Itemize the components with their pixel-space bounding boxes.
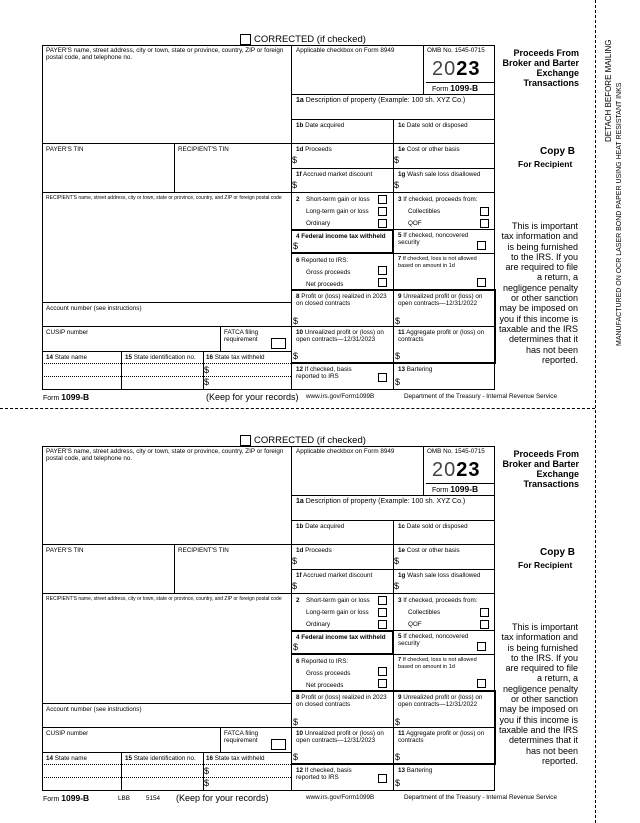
box13-num: 13	[398, 366, 406, 373]
box1g-num: 1g	[398, 572, 406, 579]
box7-text: If checked, loss is not allowed based on amount in 1d	[398, 256, 477, 269]
box1e-num: 1e	[398, 146, 406, 153]
box1d-num: 1d	[296, 547, 304, 554]
box2-ordinary-checkbox[interactable]	[378, 219, 387, 228]
footer-form-word: Form	[43, 796, 60, 803]
box15-label	[125, 755, 196, 762]
box16-label	[206, 354, 264, 361]
cusip-label: CUSIP number	[46, 329, 89, 336]
box10-num: 10	[296, 730, 304, 737]
box4-num: 4	[296, 233, 300, 240]
fatca-label: FATCA filing requirement	[224, 730, 259, 744]
box1b-text: Date acquired	[305, 122, 345, 129]
box1g-num: 1g	[398, 171, 406, 178]
box10-num: 10	[296, 329, 304, 336]
box11-text: Aggregate profit or (loss) on contracts	[398, 730, 485, 744]
footer-url: www.irs.gov/Form1099B	[306, 393, 375, 400]
detach-note: DETACH BEFORE MAILING	[604, 39, 613, 142]
box16-dollar-1: $	[204, 365, 210, 375]
box10-label	[296, 329, 390, 343]
box16-num: 16	[206, 755, 214, 762]
box1d-num: 1d	[296, 146, 304, 153]
box15-label	[125, 354, 196, 361]
applicable-label: Applicable checkbox on Form 8949	[296, 47, 395, 54]
notice-text: This is important tax information and is being furnished to the IRS. If you are required to file a return, a negligence penalty or other sanction may be imposed on you if this income is taxable and the IRS determines that it has not been reported.	[498, 622, 578, 766]
form-number: 1099-B	[450, 484, 479, 494]
box5-label	[398, 633, 470, 647]
box16-label	[206, 755, 264, 762]
box1g-text: Wash sale loss disallowed	[407, 171, 481, 178]
box1a-num: 1a	[296, 498, 304, 505]
box1e-dollar: $	[394, 556, 400, 566]
vertical-perforation	[595, 0, 596, 823]
form-word: Form	[432, 86, 449, 93]
box1a-label	[296, 498, 465, 506]
copy-label: Copy B	[540, 547, 575, 558]
box3-qof-label: QOF	[408, 220, 422, 227]
box11-label	[398, 329, 493, 343]
box1e-label	[398, 146, 460, 153]
box6-gross-label: Gross proceeds	[306, 670, 351, 677]
box1a-text: Description of property (Example: 100 sh. XYZ Co.)	[305, 498, 466, 505]
box5-text: If checked, noncovered security	[398, 633, 469, 647]
box16-dollar-2: $	[204, 377, 210, 387]
box8-label	[296, 293, 390, 307]
account-label: Account number (see instructions)	[46, 305, 142, 312]
corrected-label: CORRECTED (if checked)	[254, 435, 366, 446]
corrected-checkbox[interactable]	[240, 34, 251, 45]
box11-dollar: $	[395, 752, 401, 762]
box1b-label	[296, 523, 344, 530]
box1b-num: 1b	[296, 523, 304, 530]
box16-num: 16	[206, 354, 214, 361]
box1e-dollar: $	[394, 155, 400, 165]
box1c-label	[398, 523, 468, 530]
manufactured-note: MANUFACTURED ON OCR LASER BOND PAPER USING HEAT RESISTANT INKS	[616, 82, 623, 346]
year-suffix: 23	[456, 459, 481, 481]
box15-text: State identification no.	[133, 354, 196, 361]
footer-lbb-code: 5154	[146, 795, 161, 802]
box11-num: 11	[398, 730, 405, 737]
box13-text: Bartering	[406, 366, 433, 373]
box7-checkbox[interactable]	[477, 278, 486, 287]
box10-text: Unrealized profit or (loss) on open contracts—12/31/2023	[296, 730, 384, 744]
box2-long-label: Long-term gain or loss	[306, 208, 369, 215]
box1b-text: Date acquired	[305, 523, 345, 530]
fatca-label: FATCA filing requirement	[224, 329, 259, 343]
box1d-label	[296, 547, 332, 554]
box2-long-label: Long-term gain or loss	[306, 609, 369, 616]
footer-form-id: 1099-B	[61, 793, 90, 803]
box2-long-checkbox[interactable]	[378, 207, 387, 216]
footer-keep: (Keep for your records)	[206, 392, 299, 402]
box1d-dollar: $	[292, 556, 298, 566]
box6-net-checkbox[interactable]	[378, 679, 387, 688]
box4-text: Federal income tax withheld	[301, 634, 386, 641]
box12-text: If checked, basis reported to IRS	[296, 366, 352, 380]
box1d-text: Proceeds	[305, 547, 332, 554]
box9-num: 9	[398, 293, 402, 300]
box7-text: If checked, loss is not allowed based on amount in 1d	[398, 657, 477, 670]
for-recipient-label: For Recipient	[518, 159, 573, 169]
box14-label	[46, 755, 87, 762]
box1e-label	[398, 547, 460, 554]
box1f-text: Accrued market discount	[303, 171, 373, 178]
footer-lbb: LBB	[118, 795, 130, 802]
box2-ordinary-checkbox[interactable]	[378, 620, 387, 629]
box3-collectibles-checkbox[interactable]	[480, 207, 489, 216]
box1f-dollar: $	[292, 180, 298, 190]
box6-text: Reported to IRS:	[301, 257, 349, 264]
box3-collectibles-checkbox[interactable]	[480, 608, 489, 617]
for-recipient-label: For Recipient	[518, 560, 573, 570]
footer-url: www.irs.gov/Form1099B	[306, 794, 375, 801]
box10-dollar: $	[293, 752, 299, 762]
box14-num: 14	[46, 354, 54, 361]
box1c-label	[398, 122, 468, 129]
box7-num: 7	[398, 657, 402, 663]
omb-number: OMB No. 1545-0715	[427, 47, 485, 54]
box2-ordinary-label: Ordinary	[306, 220, 331, 227]
box6-gross-label: Gross proceeds	[306, 269, 351, 276]
box7-label	[398, 657, 493, 670]
box10-label	[296, 730, 390, 744]
box7-num: 7	[398, 256, 402, 262]
box16-dollar-2: $	[204, 778, 210, 788]
box1g-dollar: $	[394, 581, 400, 591]
box7-label	[398, 256, 493, 269]
box1d-label	[296, 146, 332, 153]
box1b-label	[296, 122, 344, 129]
box1c-num: 1c	[398, 122, 406, 129]
box1e-text: Cost or other basis	[406, 146, 460, 153]
payer-tin-label: PAYER'S TIN	[46, 146, 84, 153]
footer-dept: Department of the Treasury - Internal Revenue Service	[404, 393, 557, 400]
box8-num: 8	[296, 293, 300, 300]
payer-tin-label: PAYER'S TIN	[46, 547, 84, 554]
box16-text: State tax withheld	[214, 354, 265, 361]
footer-keep: (Keep for your records)	[176, 793, 269, 803]
box1f-num: 1f	[296, 572, 302, 579]
tax-year	[432, 459, 481, 481]
box12-label	[296, 366, 376, 380]
box1a-num: 1a	[296, 97, 304, 104]
box4-dollar: $	[293, 241, 299, 251]
box15-text: State identification no.	[133, 755, 196, 762]
box2-short-label: Short-term gain or loss	[306, 196, 370, 203]
box1a-field[interactable]	[292, 507, 494, 519]
box3-num: 3	[398, 597, 402, 604]
box1g-label	[398, 572, 480, 579]
box1g-text: Wash sale loss disallowed	[407, 572, 481, 579]
payer-name-label: PAYER'S name, street address, city or town, state or province, country, ZIP or foreign postal code, and telephone no.	[46, 448, 284, 462]
notice-text: This is important tax information and is being furnished to the IRS. If you are required to file a return, a negligence penalty or other sanction may be imposed on you if this income is taxable and the IRS determines that it has not been reported.	[498, 221, 578, 365]
box16-dollar-1: $	[204, 766, 210, 776]
fatca-checkbox[interactable]	[271, 338, 286, 349]
box13-num: 13	[398, 767, 406, 774]
box5-checkbox[interactable]	[477, 642, 486, 651]
form-id	[432, 84, 478, 94]
box1g-label	[398, 171, 480, 178]
box3-label	[398, 597, 477, 604]
box14-text: State name	[54, 755, 87, 762]
box5-label	[398, 232, 470, 246]
footer-dept: Department of the Treasury - Internal Revenue Service	[404, 794, 557, 801]
box2-num: 2	[296, 196, 300, 203]
box6-net-checkbox[interactable]	[378, 278, 387, 287]
box5-text: If checked, noncovered security	[398, 232, 469, 246]
box5-num: 5	[398, 633, 402, 640]
box1f-num: 1f	[296, 171, 302, 178]
box3-label	[398, 196, 477, 203]
form-word: Form	[432, 487, 449, 494]
box12-num: 12	[296, 366, 304, 373]
box11-dollar: $	[395, 351, 401, 361]
box9-num: 9	[398, 694, 402, 701]
box1f-dollar: $	[292, 581, 298, 591]
box1f-label	[296, 171, 372, 178]
year-prefix: 20	[432, 459, 457, 481]
box1f-label	[296, 572, 372, 579]
box4-dollar: $	[293, 642, 299, 652]
box10-text: Unrealized profit or (loss) on open contracts—12/31/2023	[296, 329, 384, 343]
box12-checkbox[interactable]	[378, 774, 387, 783]
box6-num: 6	[296, 658, 300, 665]
box9-text: Unrealized profit or (loss) on open contracts—12/31/2022	[398, 293, 483, 307]
box13-text: Bartering	[406, 767, 433, 774]
box2-short-checkbox[interactable]	[378, 596, 387, 605]
box15-num: 15	[125, 755, 133, 762]
box11-num: 11	[398, 329, 405, 336]
box1f-text: Accrued market discount	[303, 572, 373, 579]
form-copy-bottom	[0, 401, 595, 823]
form-title: Proceeds From Broker and Barter Exchange Transactions	[502, 449, 579, 489]
box6-gross-checkbox[interactable]	[378, 266, 387, 275]
form-id	[432, 485, 478, 495]
box1c-text: Date sold or disposed	[406, 523, 468, 530]
cusip-label: CUSIP number	[46, 730, 89, 737]
box14-text: State name	[54, 354, 87, 361]
box8-dollar: $	[293, 717, 299, 727]
box6-label	[296, 257, 348, 264]
recipient-tin-label: RECIPIENT'S TIN	[178, 146, 229, 153]
box1d-text: Proceeds	[305, 146, 332, 153]
box7-checkbox[interactable]	[477, 679, 486, 688]
box9-text: Unrealized profit or (loss) on open contracts—12/31/2022	[398, 694, 483, 708]
form-copy-top	[0, 0, 595, 408]
box12-label	[296, 767, 376, 781]
box1e-text: Cost or other basis	[406, 547, 460, 554]
box13-label	[398, 767, 432, 774]
box9-label	[398, 694, 493, 708]
box9-label	[398, 293, 493, 307]
box1d-dollar: $	[292, 155, 298, 165]
box11-label	[398, 730, 493, 744]
fatca-checkbox[interactable]	[271, 739, 286, 750]
box2-long-checkbox[interactable]	[378, 608, 387, 617]
box3-num: 3	[398, 196, 402, 203]
box3-text: If checked, proceeds from:	[403, 597, 478, 604]
box1c-text: Date sold or disposed	[406, 122, 468, 129]
box2-short-label: Short-term gain or loss	[306, 597, 370, 604]
box1c-num: 1c	[398, 523, 406, 530]
box3-qof-checkbox[interactable]	[480, 620, 489, 629]
box4-num: 4	[296, 634, 300, 641]
box6-gross-checkbox[interactable]	[378, 667, 387, 676]
box1a-label	[296, 97, 465, 105]
box6-net-label: Net proceeds	[306, 281, 344, 288]
box12-checkbox[interactable]	[378, 373, 387, 382]
footer-form-id: 1099-B	[61, 392, 90, 402]
box3-text: If checked, proceeds from:	[403, 196, 478, 203]
box8-text: Profit or (loss) realized in 2023 on closed contracts	[296, 694, 387, 708]
box13-label	[398, 366, 432, 373]
box6-num: 6	[296, 257, 300, 264]
account-field[interactable]	[43, 714, 290, 726]
box8-dollar: $	[293, 316, 299, 326]
recipient-tin-label: RECIPIENT'S TIN	[178, 547, 229, 554]
box5-checkbox[interactable]	[477, 241, 486, 250]
box9-dollar: $	[395, 717, 401, 727]
omb-number: OMB No. 1545-0715	[427, 448, 485, 455]
year-prefix: 20	[432, 58, 457, 80]
box13-dollar: $	[395, 377, 401, 387]
box2-short-checkbox[interactable]	[378, 195, 387, 204]
box12-text: If checked, basis reported to IRS	[296, 767, 352, 781]
box4-label	[296, 233, 386, 240]
box6-label	[296, 658, 348, 665]
box3-qof-label: QOF	[408, 621, 422, 628]
box3-collectibles-label: Collectibles	[408, 208, 441, 215]
box5-num: 5	[398, 232, 402, 239]
box12-num: 12	[296, 767, 304, 774]
box14-num: 14	[46, 755, 54, 762]
copy-label: Copy B	[540, 146, 575, 157]
box2-ordinary-label: Ordinary	[306, 621, 331, 628]
box16-text: State tax withheld	[214, 755, 265, 762]
box10-dollar: $	[293, 351, 299, 361]
form-title: Proceeds From Broker and Barter Exchange Transactions	[502, 48, 579, 88]
box1a-field[interactable]	[292, 106, 494, 118]
box1a-text: Description of property (Example: 100 sh. XYZ Co.)	[305, 97, 466, 104]
box4-text: Federal income tax withheld	[301, 233, 386, 240]
box15-num: 15	[125, 354, 133, 361]
box8-num: 8	[296, 694, 300, 701]
account-label: Account number (see instructions)	[46, 706, 142, 713]
box9-dollar: $	[395, 316, 401, 326]
corrected-label: CORRECTED (if checked)	[254, 34, 366, 45]
tax-year	[432, 58, 481, 80]
box6-net-label: Net proceeds	[306, 682, 344, 689]
year-suffix: 23	[456, 58, 481, 80]
box3-collectibles-label: Collectibles	[408, 609, 441, 616]
footer-form	[43, 794, 89, 804]
box1e-num: 1e	[398, 547, 406, 554]
box3-qof-checkbox[interactable]	[480, 219, 489, 228]
recipient-name-label: RECIPIENT'S name, street address, city or town, state or province, country, and ZIP or foreign postal code	[46, 195, 282, 201]
corrected-checkbox[interactable]	[240, 435, 251, 446]
box13-dollar: $	[395, 778, 401, 788]
box8-label	[296, 694, 390, 708]
box11-text: Aggregate profit or (loss) on contracts	[398, 329, 485, 343]
box1b-num: 1b	[296, 122, 304, 129]
payer-name-label: PAYER'S name, street address, city or town, state or province, country, ZIP or foreign postal code, and telephone no.	[46, 47, 284, 61]
footer-form-word: Form	[43, 395, 60, 402]
box8-text: Profit or (loss) realized in 2023 on closed contracts	[296, 293, 387, 307]
applicable-label: Applicable checkbox on Form 8949	[296, 448, 395, 455]
box1g-dollar: $	[394, 180, 400, 190]
form-number: 1099-B	[450, 83, 479, 93]
recipient-name-label: RECIPIENT'S name, street address, city or town, state or province, country, and ZIP or foreign postal code	[46, 596, 282, 602]
box4-label	[296, 634, 386, 641]
box14-label	[46, 354, 87, 361]
box6-text: Reported to IRS:	[301, 658, 349, 665]
box2-num: 2	[296, 597, 300, 604]
account-field[interactable]	[43, 313, 290, 325]
